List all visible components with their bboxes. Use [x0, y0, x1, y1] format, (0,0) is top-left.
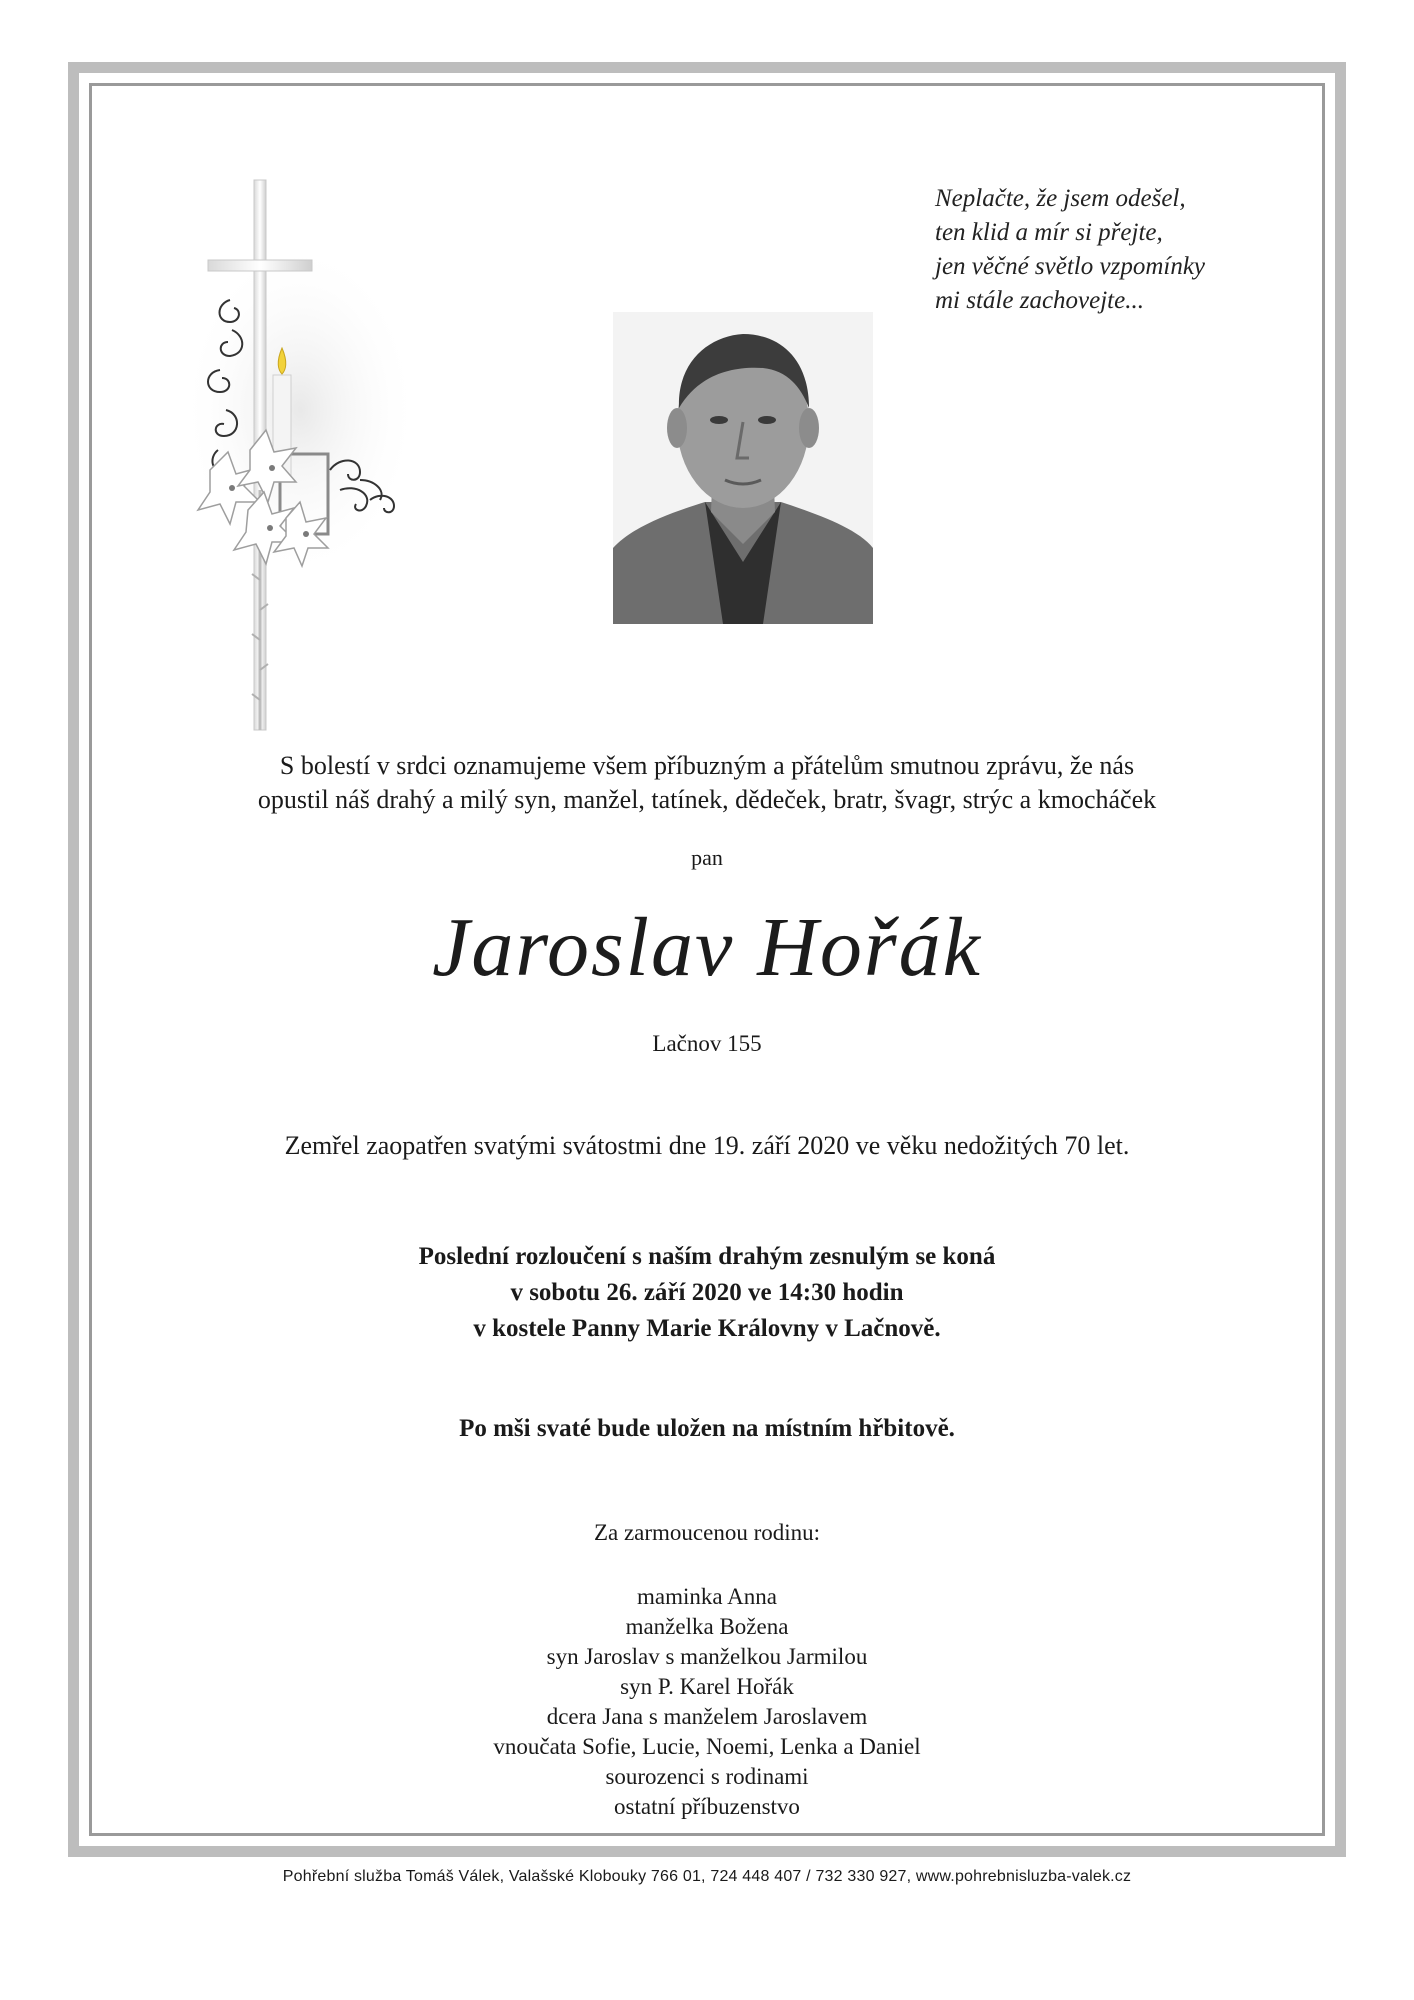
family-member: syn P. Karel Hořák [620, 1674, 794, 1699]
family-member: syn Jaroslav s manželkou Jarmilou [546, 1644, 868, 1669]
poem [935, 182, 1265, 318]
family-member: dcera Jana s manželem Jaroslavem [546, 1704, 868, 1729]
family-member: sourozenci s rodinami [605, 1764, 809, 1789]
deceased-address: Lačnov 155 [652, 1031, 762, 1056]
farewell-line: v sobotu 26. září 2020 ve 14:30 hodin [510, 1279, 904, 1306]
family-label: Za zarmoucenou rodinu: [593, 1520, 821, 1545]
family-member: ostatní příbuzenstvo [614, 1794, 800, 1819]
poem-line: jen věčné světlo vzpomínky [935, 253, 1206, 280]
farewell-line: v kostele Panny Marie Královny v Lačnově. [473, 1315, 941, 1342]
family-list [150, 1582, 1264, 1822]
poem-line: Neplačte, že jsem odešel, [935, 185, 1186, 212]
farewell-info [150, 1239, 1264, 1347]
poem-line: mi stále zachovejte... [935, 287, 1144, 314]
announcement [150, 749, 1264, 817]
family-member: manželka Božena [625, 1614, 789, 1639]
funeral-service-footer: Pohřební služba Tomáš Válek, Valašské Klobouky 766 01, 724 448 407 / 732 330 927, www.pohrebnisluzba-valek.cz [282, 1868, 1132, 1885]
poem-line: ten klid a mír si přejte, [935, 219, 1163, 246]
announcement-line: opustil náš drahý a milý syn, manžel, tatínek, dědeček, bratr, švagr, strýc a kmocháček [257, 785, 1157, 814]
portrait-photo [613, 312, 873, 624]
cross-candle-lilies-icon [190, 170, 440, 740]
title-prefix: pan [691, 845, 723, 870]
deceased-name: Jaroslav Hořák [432, 901, 982, 994]
family-member: maminka Anna [637, 1584, 777, 1609]
family-member: vnoučata Sofie, Lucie, Noemi, Lenka a Daniel [493, 1734, 921, 1759]
announcement-line: S bolestí v srdci oznamujeme všem příbuzným a přátelům smutnou zprávu, že nás [279, 751, 1135, 780]
burial-notice: Po mši svaté bude uložen na místním hřbitově. [459, 1415, 955, 1442]
death-notice: Zemřel zaopatřen svatými svátostmi dne 19. září 2020 ve věku nedožitých 70 let. [284, 1131, 1130, 1160]
farewell-line: Poslední rozloučení s naším drahým zesnulým se koná [418, 1243, 996, 1270]
